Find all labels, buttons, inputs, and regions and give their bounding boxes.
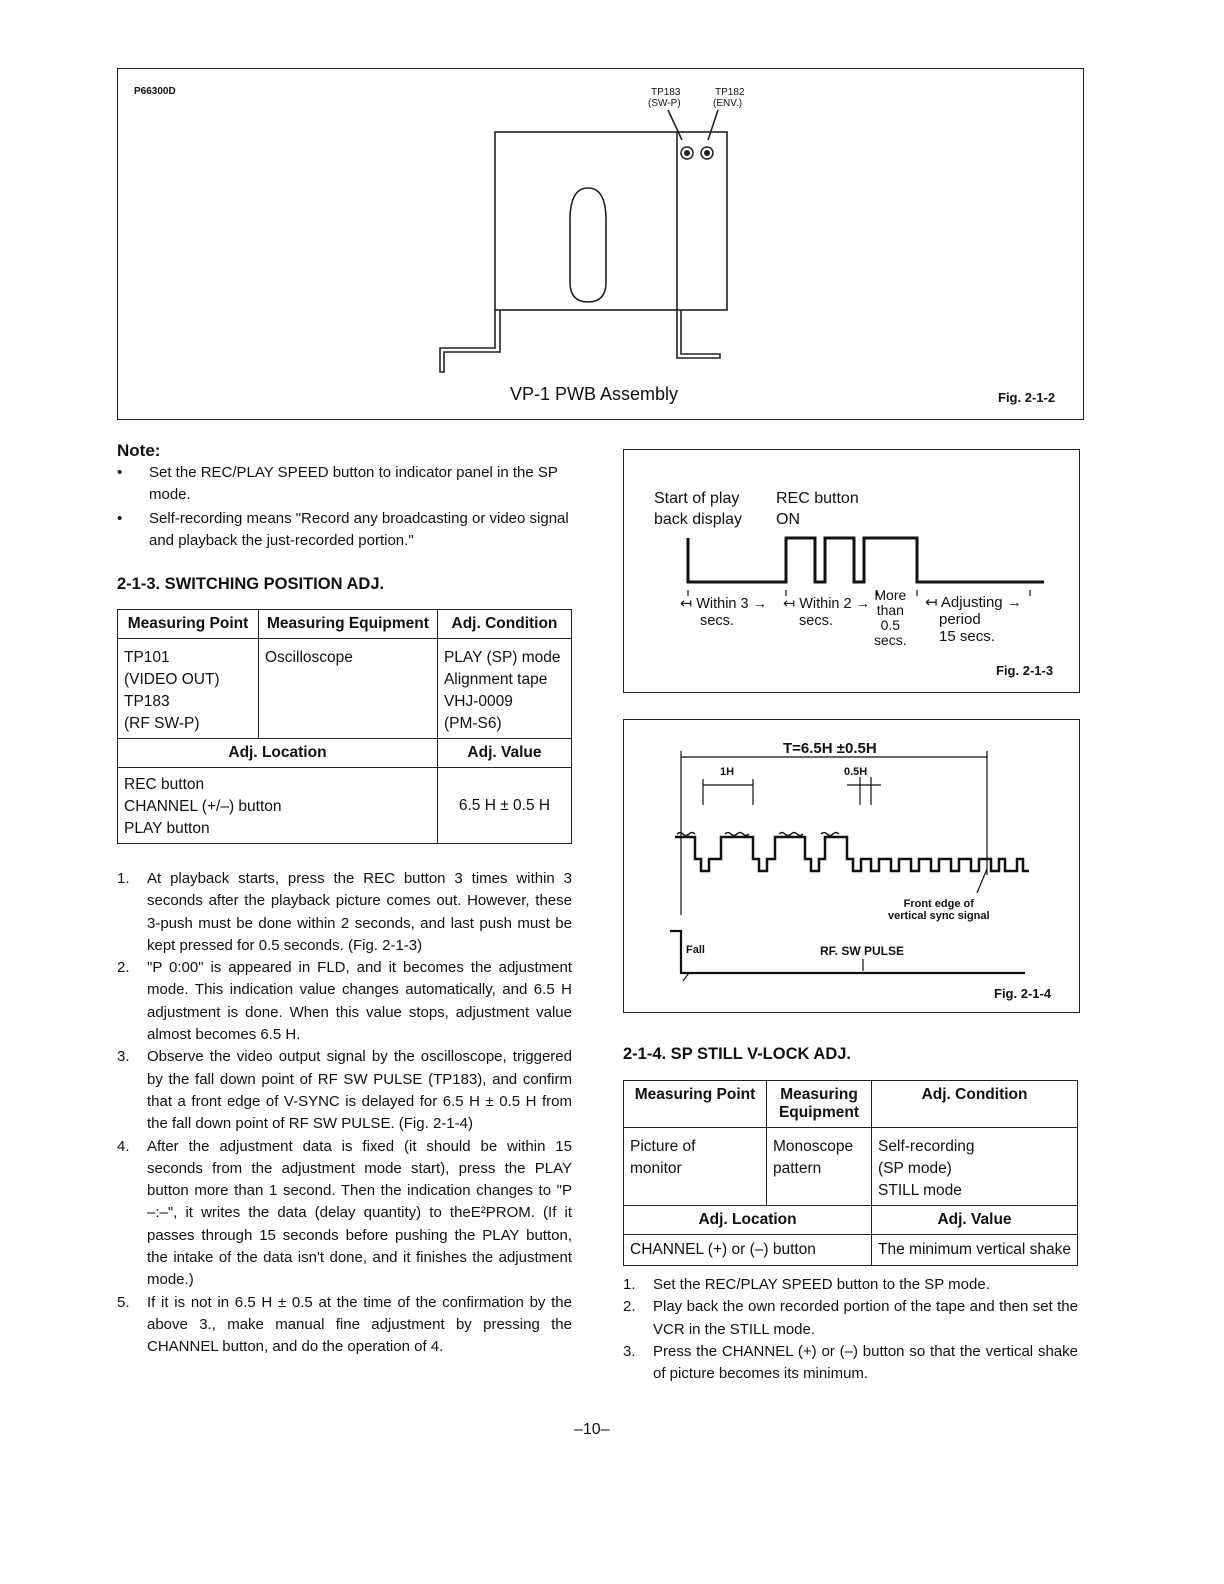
rf-sw-pulse-label: RF. SW PULSE — [820, 944, 905, 958]
tp182-label: TP182 — [715, 87, 745, 98]
front-edge-label: Front edge of vertical sync signal — [888, 898, 990, 922]
section-2-1-3-heading: 2-1-3. SWITCHING POSITION ADJ. — [117, 575, 385, 593]
adj-value-cell: 6.5 H ± 0.5 H — [437, 768, 571, 844]
header-adj-condition: Adj. Condition — [437, 610, 571, 639]
header-measuring-equipment: Measuring Equipment — [259, 610, 438, 639]
step-item: 3. Observe the video output signal by the oscilloscope, triggered by the fall down point of RF SW PULSE (TP183), and confirm that a front edge of V-SYNC is delayed for 6.5 H ± 0.5 H from the fall down point of RF SW PULSE. (Fig. 2-1-4) — [117, 1048, 572, 1133]
section-2-1-4-heading: 2-1-4. SP STILL V-LOCK ADJ. — [623, 1045, 851, 1063]
test-point-icons — [681, 147, 713, 159]
fig-2-1-3-label: Fig. 2-1-3 — [996, 663, 1054, 678]
within-2-secs: ↤ Within 2 → secs. — [783, 596, 871, 629]
note-list — [117, 462, 573, 554]
spec-table-2-1-3 — [117, 609, 572, 844]
pwb-assembly-drawing — [420, 98, 743, 380]
header-adj-value: Adj. Value — [872, 1206, 1078, 1235]
tp183-sublabel: (SW-P) — [648, 98, 681, 109]
adj-condition-cell: Self-recording (SP mode) STILL mode — [872, 1128, 1078, 1206]
step-item: 2. "P 0:00" is appeared in FLD, and it becomes the adjustment mode. This indication value changes automatically, and 6.5 H adjustment is done. When this value stops, adjustment value almost becomes 6.5 H. — [117, 959, 572, 1044]
note-item: • Self-recording means "Record any broadcasting or video signal and playback the just-recorded portion." — [117, 508, 573, 552]
more-than-05-secs: More than 0.5 secs. — [874, 587, 907, 648]
adj-value-cell: The minimum vertical shake — [872, 1235, 1078, 1266]
rec-button-on-label: REC button ON — [776, 490, 859, 528]
step-item: 1. Set the REC/PLAY SPEED button to the SP mode. — [623, 1276, 990, 1293]
tp182-sublabel: (ENV.) — [713, 98, 743, 109]
step-item: 1. At playback starts, press the REC button 3 times within 3 seconds after the playback picture comes out. However, these 3-push must be done within 2 seconds, and last push must be kept pressed for 0.5 seconds. (Fig. 2-1-3) — [117, 870, 572, 954]
half-h-label: 0.5H — [844, 766, 868, 778]
one-h-label: 1H — [720, 766, 735, 778]
fig-2-1-4-label: Fig. 2-1-4 — [994, 986, 1052, 1001]
note-title: Note: — [117, 441, 161, 460]
steps-2-1-3 — [117, 868, 572, 1359]
tp183-label: TP183 — [651, 87, 681, 98]
fall-label: Fall — [686, 944, 705, 956]
measuring-point-cell: TP101 (VIDEO OUT) TP183 (RF SW-P) — [118, 639, 259, 739]
step-item: 5. If it is not in 6.5 H ± 0.5 at the time of the confirmation by the above 3., make manual fine adjustment by pressing the CHANNEL button, and do the operation of 4. — [117, 1293, 572, 1356]
spec-table-2-1-4 — [623, 1080, 1078, 1266]
header-measuring-equipment: Measuring Equipment — [767, 1081, 872, 1128]
fig-2-1-2-label: Fig. 2-1-2 — [998, 390, 1056, 405]
adj-location-cell: REC button CHANNEL (+/–) button PLAY button — [118, 768, 438, 844]
header-measuring-point: Measuring Point — [118, 610, 259, 639]
header-adj-value: Adj. Value — [437, 739, 571, 768]
start-playback-label: Start of play back display — [654, 490, 743, 528]
adj-condition-cell: PLAY (SP) mode Alignment tape VHJ-0009 (PM-S6) — [437, 639, 571, 739]
adjusting-period: ↤ Adjusting → period 15 secs. — [925, 594, 1022, 645]
header-adj-location: Adj. Location — [118, 739, 438, 768]
step-item: 2. Play back the own recorded portion of the tape and then set the VCR in the STILL mode. — [623, 1298, 1078, 1338]
measuring-equipment-cell: Oscilloscope — [259, 639, 438, 739]
note-item: • Set the REC/PLAY SPEED button to indicator panel in the SP mode. — [117, 462, 573, 506]
header-adj-location: Adj. Location — [624, 1206, 872, 1235]
steps-2-1-4 — [623, 1274, 1078, 1385]
fig-2-1-2-caption: VP-1 PWB Assembly — [510, 384, 679, 404]
adj-location-cell: CHANNEL (+) or (–) button — [624, 1235, 872, 1266]
period-t-label: T=6.5H ±0.5H — [783, 740, 877, 757]
header-measuring-point: Measuring Point — [624, 1081, 767, 1128]
within-3-secs: ↤ Within 3 → secs. — [680, 596, 768, 629]
measuring-equipment-cell: Monoscope pattern — [767, 1128, 872, 1206]
header-adj-condition: Adj. Condition — [872, 1081, 1078, 1128]
step-item: 3. Press the CHANNEL (+) or (–) button so that the vertical shake of picture becomes its minimum. — [623, 1342, 1078, 1383]
measuring-point-cell: Picture of monitor — [624, 1128, 767, 1206]
page-number: –10– — [574, 1421, 610, 1438]
step-item: 4. After the adjustment data is fixed (it should be within 15 seconds from the adjustment mode start), press the PLAY button more than 1 second. Then the indication changes to "P –:–", it writes the data (delay quantity) to theE²PROM. (If it passes through 15 seconds before pushing the PLAY button, the intake of the data isn't done, and it finishes the adjustment mode.) — [117, 1137, 572, 1289]
figure-id: P66300D — [134, 86, 176, 97]
